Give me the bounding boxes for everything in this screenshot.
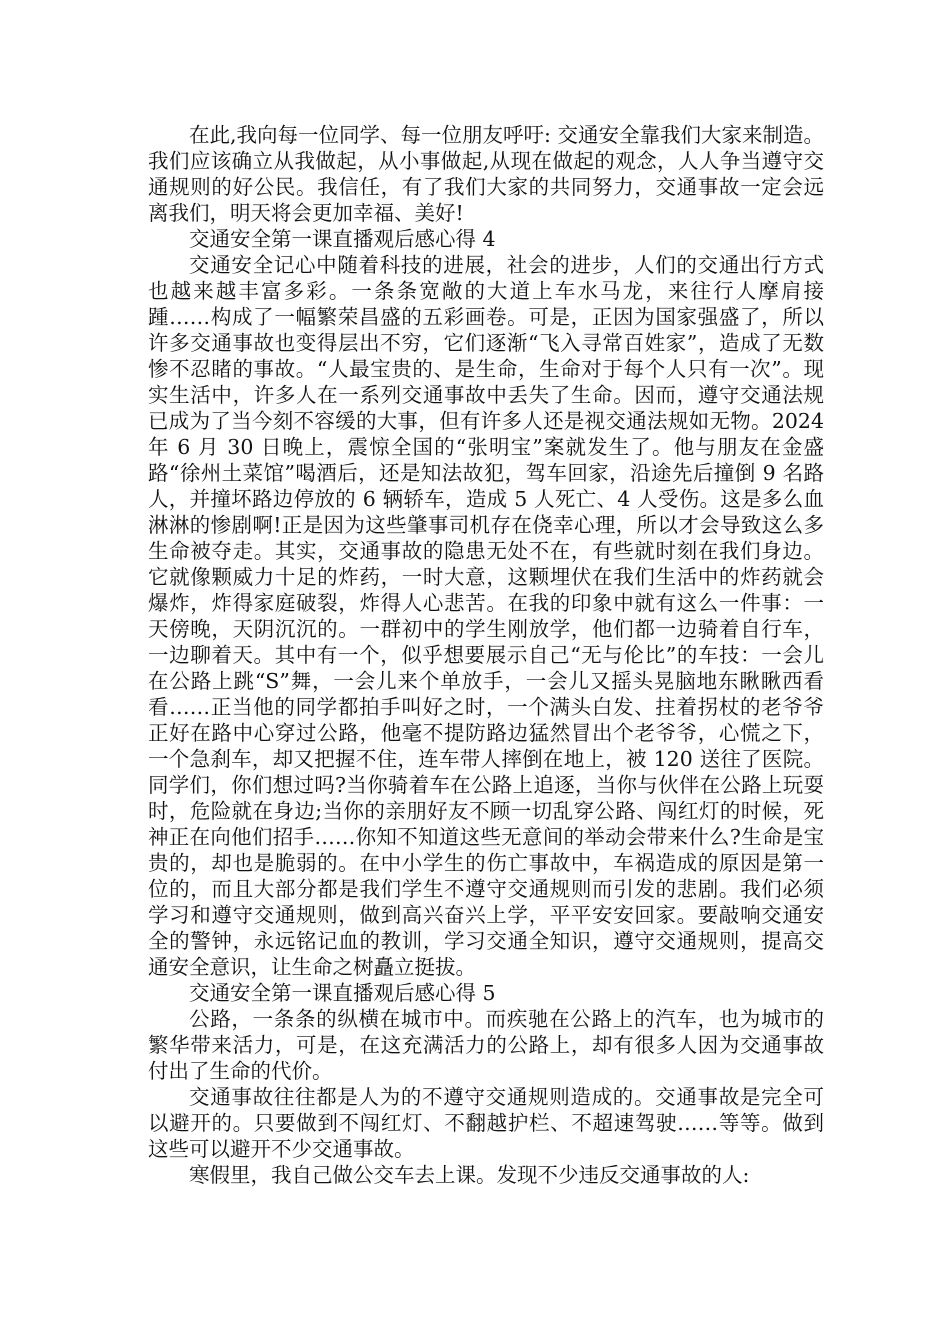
document-page xyxy=(148,122,824,1188)
paragraph-essay-5-winter: 寒假里，我自己做公交车去上课。发现不少违反交通事故的人: xyxy=(189,1163,750,1187)
paragraph-essay-5-rules: 交通事故往往都是人为的不遵守交通规则造成的。交通事故是完全可以避开的。只要做到不闯红灯、不翻越护栏、不超速驾驶……等等。做到这些可以避开不少交通事故。 xyxy=(148,1085,824,1161)
paragraph-essay-5-intro: 公路，一条条的纵横在城市中。而疾驰在公路上的汽车，也为城市的繁华带来活力，可是，在这充满活力的公路上，却有很多人因为交通事故付出了生命的代价。 xyxy=(148,1007,824,1083)
paragraph-appeal: 在此,我向每一位同学、每一位朋友呼吁: 交通安全靠我们大家来制造。我们应该确立从我做起，从小事做起,从现在做起的观念，人人争当遵守交通规则的好公民。我信任，有了我们大家的共同努力，交通事故一定会远离我们，明天将会更加幸福、美好! xyxy=(148,123,824,225)
section-heading-4: 交通安全第一课直播观后感心得 4 xyxy=(189,227,496,251)
paragraph-essay-4: 交通安全记心中随着科技的进展，社会的进步，人们的交通出行方式也越来越丰富多彩。一条条宽敞的大道上车水马龙，来往行人摩肩接踵……构成了一幅繁荣昌盛的五彩画卷。可是，正因为国家强盛了，所以许多交通事故也变得层出不穷，它们逐渐“飞入寻常百姓家”，造成了无数惨不忍睹的事故。“人最宝贵的、是生命，生命对于每个人只有一次”。现实生活中，许多人在一系列交通事故中丢失了生命。因而，遵守交通法规已成为了当今刻不容缓的大事，但有许多人还是视交通法规如无物。2024 年 6 月 30 日晚上，震惊全国的“张明宝”案就发生了。他与朋友在金盛路“徐州土菜馆”喝酒后，还是知法故犯，驾车回家，沿途先后撞倒 9 名路人，并撞坏路边停放的 6 辆轿车，造成 5 人死亡、4 人受伤。这是多么血淋淋的惨剧啊!正是因为这些肇事司机存在侥幸心理，所以才会导致这么多生命被夺走。其实，交通事故的隐患无处不在，有些就时刻在我们身边。它就像颗威力十足的炸药，一时大意，这颗埋伏在我们生活中的炸药就会爆炸，炸得家庭破裂，炸得人心悲苦。在我的印象中就有这么一件事：一天傍晚，天阴沉沉的。一群初中的学生刚放学，他们都一边骑着自行车，一边聊着天。其中有一个，似乎想要展示自己“无与伦比”的车技：一会儿在公路上跳“S”舞，一会儿来个单放手，一会儿又摇头晃脑地东瞅瞅西看看……正当他的同学都拍手叫好之时，一个满头白发、拄着拐杖的老爷爷正好在路中心穿过公路，他毫不提防路边猛然冒出个老爷爷，心慌之下，一个急刹车，却又把握不住，连车带人摔倒在地上，被 120 送往了医院。同学们，你们想过吗?当你骑着车在公路上追逐，当你与伙伴在公路上玩耍时，危险就在身边;当你的亲朋好友不顾一切乱穿公路、闯红灯的时候，死神正在向他们招手……你知不知道这些无意间的举动会带来什么?生命是宝贵的，却也是脆弱的。在中小学生的伤亡事故中，车祸造成的原因是第一位的，而且大部分都是我们学生不遵守交通规则而引发的悲剧。我们必须学习和遵守交通规则，做到高兴奋兴上学，平平安安回家。要敲响交通安全的警钟，永远铭记血的教训，学习交通全知识，遵守交通规则，提高交通安全意识，让生命之树矗立挺拔。 xyxy=(148,253,824,979)
section-heading-5: 交通安全第一课直播观后感心得 5 xyxy=(189,981,496,1005)
